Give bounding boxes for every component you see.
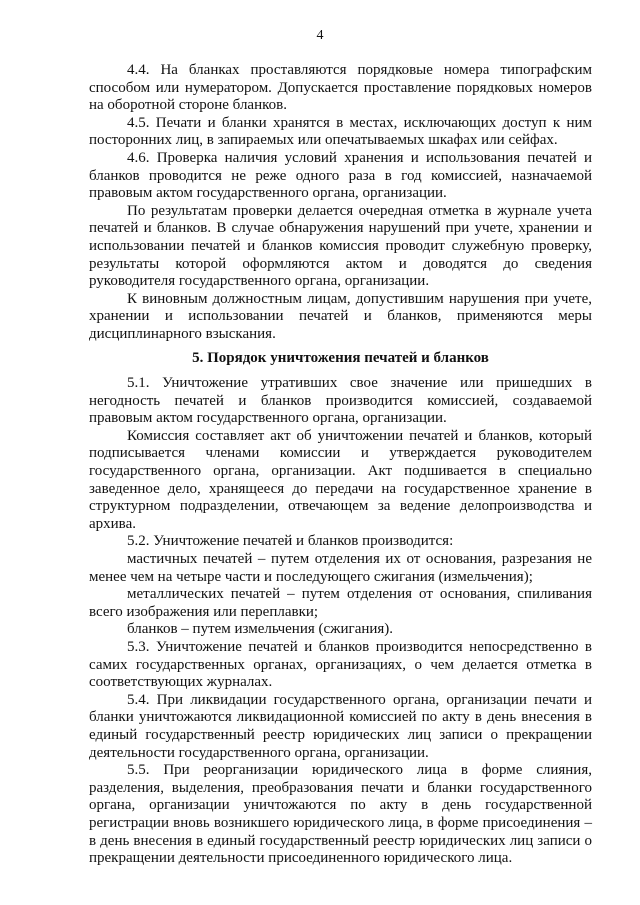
paragraph-inspection-results: По результатам проверки делается очередная отметка в журнале учета печатей и бланков. В случае обнаружения нарушений при учете, хранении и использовании печатей и бланков комиссия проводит служебную проверку, результаты которой оформляются актом и доводятся до сведения руководителя государственного органа, организации. [89, 202, 592, 290]
paragraph-4-4: 4.4. На бланках проставляются порядковые номера типографским способом или нумератором. Допускается проставление порядковых номеров на оборотной стороне бланков. [89, 62, 592, 114]
paragraph-4-5: 4.5. Печати и бланки хранятся в местах, исключающих доступ к ним посторонних лиц, в запираемых или опечатываемых шкафах или сейфах. [89, 114, 592, 149]
paragraph-forms: бланков – путем измельчения (сжигания). [127, 621, 394, 638]
paragraph-metal-seals: металлических печатей – путем отделения от основания, спиливания всего изображения или переплавки; [89, 586, 592, 620]
paragraph-5-4: 5.4. При ликвидации государственного органа, организации печати и бланки уничтожаются ликвидационной комиссией по акту в день внесения в единый государственный реестр юридических лиц записи о прекращении деятельности государственного органа, организации. [89, 691, 592, 761]
paragraph-5-3: 5.3. Уничтожение печатей и бланков производится непосредственно в самих государственных органах, организациях, о чем делается отметка в соответствующих журналах. [89, 639, 592, 691]
paragraph-4-6: 4.6. Проверка наличия условий хранения и использования печатей и бланков проводится не реже одного раза в год комиссией, назначаемой правовым актом государственного органа, организации. [89, 149, 592, 202]
paragraph-commission-act: Комиссия составляет акт об уничтожении печатей и бланков, который подписывается членами комиссии и утверждается руководителем государственного органа, организации. Акт подшивается в специально заведенное дело, хранящееся до передачи на государственное хранение в структурном подразделении, отвечающем за ведение делопроизводства и архива. [89, 427, 592, 532]
paragraph-5-5: 5.5. При реорганизации юридического лица в форме слияния, разделения, выделения, преобразования печати и бланки государственного органа, организации уничтожаются по акту в день государственной регистрации вновь возникшего юридического лица, в форме присоединения – в день внесения в единый государственный реестр юридических лиц записи о прекращении деятельности присоединенного юридического лица. [89, 762, 592, 867]
paragraph-5-1: 5.1. Уничтожение утративших свое значение или пришедших в негодность печатей и бланков производится комиссией, создаваемой правовым актом государственного органа, организации. [89, 375, 592, 427]
paragraph-5-2: 5.2. Уничтожение печатей и бланков производится: [127, 533, 454, 550]
section-heading: 5. Порядок уничтожения печатей и бланков [192, 349, 489, 366]
paragraph-mastic-seals: мастичных печатей – путем отделения их от основания, разрезания не менее чем на четыре части и последующего сжигания (измельчения); [89, 551, 592, 585]
page-number: 4 [316, 28, 324, 43]
document-body [89, 62, 592, 868]
paragraph-disciplinary-measures: К виновным должностным лицам, допустившим нарушения при учете, хранении и использовании печатей и бланков, применяются меры дисциплинарного взыскания. [89, 290, 592, 342]
